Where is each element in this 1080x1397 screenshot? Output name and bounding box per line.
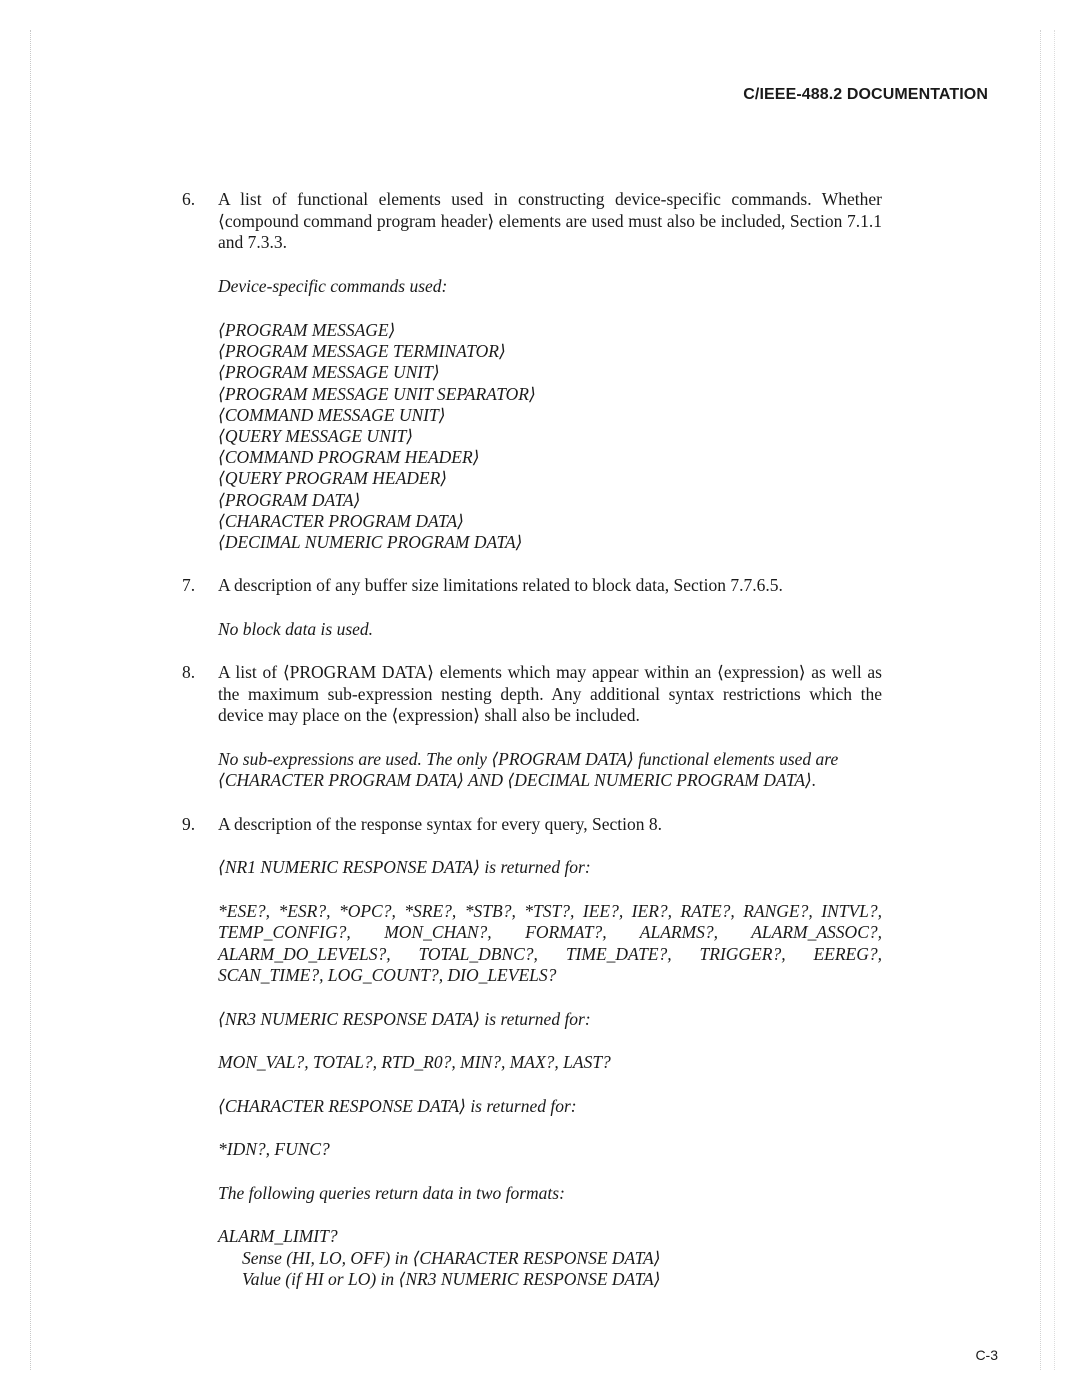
- element-line: ⟨PROGRAM MESSAGE⟩: [218, 320, 396, 340]
- list-item-8: [182, 662, 882, 792]
- item-number: 9.: [182, 813, 196, 834]
- element-line: ⟨PROGRAM MESSAGE UNIT SEPARATOR⟩: [218, 383, 536, 404]
- item-text: A description of any buffer size limitations related to block data, Section 7.7.6.5.: [218, 575, 783, 596]
- nr3-heading: ⟨NR3 NUMERIC RESPONSE DATA⟩ is returned for:: [218, 1008, 591, 1029]
- character-heading: ⟨CHARACTER RESPONSE DATA⟩ is returned for:: [218, 1095, 577, 1116]
- element-line: ⟨PROGRAM MESSAGE TERMINATOR⟩: [218, 341, 506, 362]
- binder-edge-right: [1040, 30, 1045, 1370]
- element-line: ⟨QUERY PROGRAM HEADER⟩: [218, 468, 448, 489]
- element-list: [218, 320, 882, 553]
- item-text: A list of ⟨PROGRAM DATA⟩ elements which may appear within an ⟨expression⟩ as well as the maximum sub-expression nesting depth. Any additional syntax restrictions which the device may place on the ⟨expression⟩ shall also be included.: [218, 662, 882, 726]
- item-note: No block data is used.: [218, 618, 374, 639]
- sense-format-line: Sense (HI, LO, OFF) in ⟨CHARACTER RESPONSE DATA⟩: [242, 1247, 661, 1268]
- running-header: C/IEEE-488.2 DOCUMENTATION: [743, 86, 988, 103]
- element-line: ⟨CHARACTER PROGRAM DATA⟩: [218, 510, 464, 531]
- item-number: 8.: [182, 662, 196, 683]
- character-query-list: *IDN?, FUNC?: [218, 1139, 330, 1160]
- alarm-limit-query: ALARM_LIMIT?: [218, 1226, 338, 1247]
- element-line: ⟨QUERY MESSAGE UNIT⟩: [218, 426, 414, 447]
- binder-edge-left: [30, 30, 35, 1370]
- item-number: 7.: [182, 575, 196, 596]
- two-formats-heading: The following queries return data in two formats:: [218, 1182, 565, 1203]
- item-note: No sub-expressions are used. The only ⟨PROGRAM DATA⟩ functional elements used are ⟨CHARACTER PROGRAM DATA⟩ AND ⟨DECIMAL NUMERIC PROGRAM DATA⟩.: [218, 748, 839, 791]
- item-text: A list of functional elements used in constructing device-specific commands. Whether ⟨compound command program header⟩ elements are used must also be included, Section 7.1.1 and 7.3.3.: [218, 189, 882, 252]
- item-text: A description of the response syntax for every query, Section 8.: [218, 813, 663, 834]
- nr3-query-list: MON_VAL?, TOTAL?, RTD_R0?, MIN?, MAX?, LAST?: [218, 1052, 611, 1073]
- nr1-heading: ⟨NR1 NUMERIC RESPONSE DATA⟩ is returned for:: [218, 857, 591, 878]
- nr1-query-list: *ESE?, *ESR?, *OPC?, *SRE?, *STB?, *TST?, IEE?, IER?, RATE?, RANGE?, INTVL?, TEMP_CONFIG?, MON_CHAN?, FORMAT?, ALARMS?, ALARM_ASSOC?, ALARM_DO_LEVELS?, TOTAL_DBNC?, TIME_DATE?, TRIGGER?, EEREG?, SCAN_TIME?, LOG_COUNT?, DIO_LEVELS?: [218, 900, 882, 986]
- page-content: [182, 189, 882, 1291]
- item-note: Device-specific commands used:: [218, 275, 448, 296]
- element-line: ⟨PROGRAM DATA⟩: [218, 489, 361, 510]
- value-format-line: Value (if HI or LO) in ⟨NR3 NUMERIC RESPONSE DATA⟩: [242, 1269, 661, 1290]
- list-item-7: [182, 575, 882, 640]
- element-line: ⟨COMMAND PROGRAM HEADER⟩: [218, 447, 480, 468]
- element-line: ⟨PROGRAM MESSAGE UNIT⟩: [218, 362, 440, 383]
- list-item-9: [182, 814, 882, 1291]
- page-number: C-3: [975, 1347, 998, 1363]
- item-number: 6.: [182, 189, 196, 209]
- list-item-6: [182, 189, 882, 553]
- binder-edge-right-2: [1054, 30, 1059, 1370]
- element-line: ⟨COMMAND MESSAGE UNIT⟩: [218, 404, 446, 425]
- element-line: ⟨DECIMAL NUMERIC PROGRAM DATA⟩: [218, 532, 523, 553]
